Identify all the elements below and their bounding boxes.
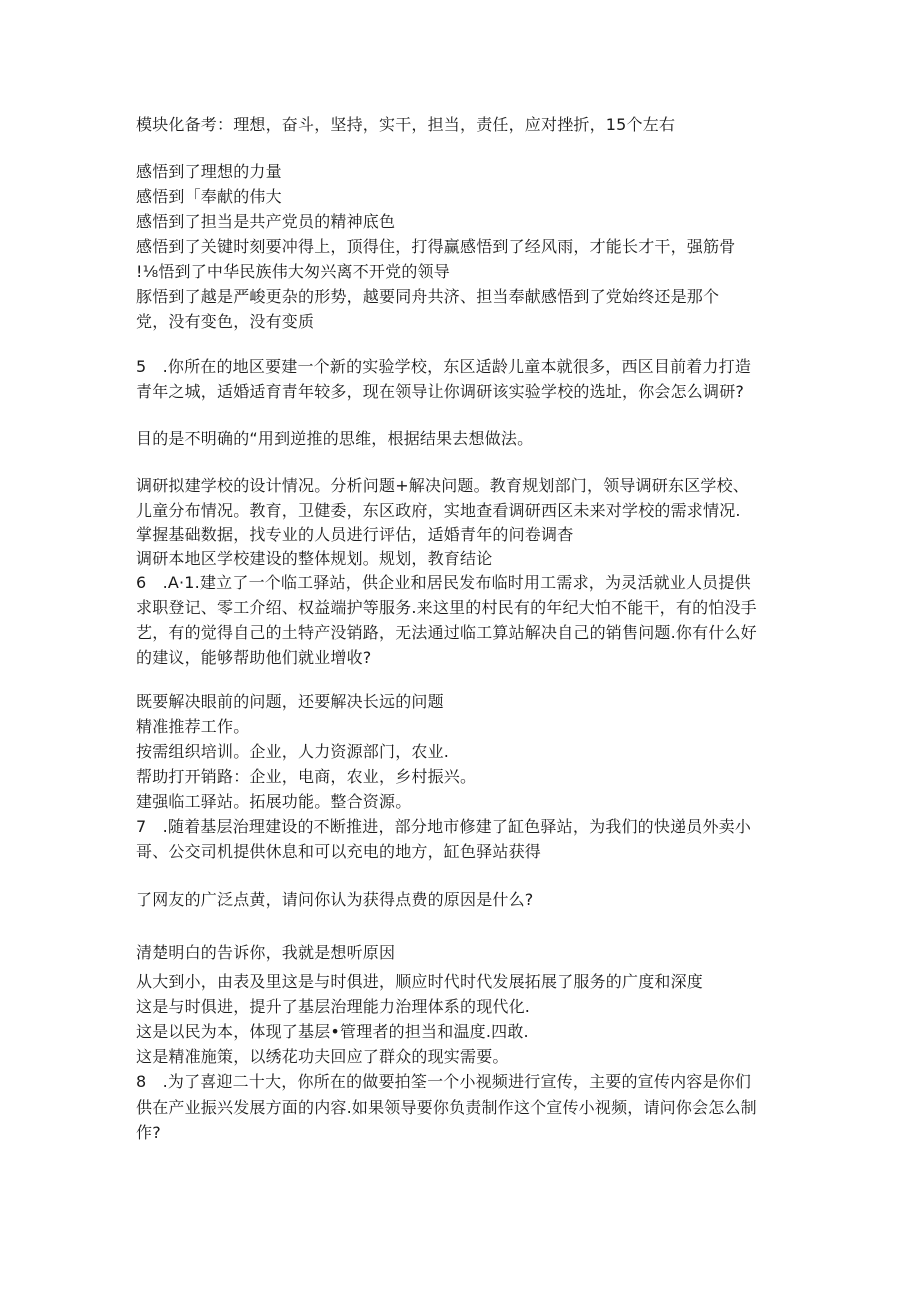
q5-answer-line: 调研本地区学校建设的整体规划。规划，教育结论 (136, 549, 493, 568)
q7-answer-line: 这是精准施策，以绣花功夫回应了群众的现实需要。 (136, 1047, 509, 1066)
q6-question-line: 艺，有的觉得自己的土特产没销路，无法通过临工算站解决自己的销售问题.你有什么好 (136, 623, 757, 642)
q5-note: 目的是不明确的“用到逆推的思维，根据结果去想做法。 (136, 429, 534, 448)
q7-answer-line: 这是以民为本，体现了基层•管理者的担当和温度.四敢. (136, 1022, 529, 1041)
awareness-line: 感悟到了理想的力量 (136, 162, 282, 181)
q6-answer-line: 建强临工驿站。拓展功能。整合资源。 (136, 792, 412, 811)
awareness-line: 感悟到了关键时刻要冲得上，顶得住，打得赢感悟到了经风雨，才能长才干，强筋骨 (136, 237, 736, 256)
awareness-line: 感悟到「奉献的伟大 (136, 187, 282, 206)
q7-answer-line: 这是与时俱进，提升了基层治理能力治理体系的现代化. (136, 997, 531, 1016)
awareness-line: 豚悟到了越是严峻更杂的形势，越要同舟共济、担当奉献感悟到了党始终还是那个 (136, 287, 720, 306)
q6-question-line: 求职登记、零工介绍、权益端护等服务.来这里的村民有的年纪大怕不能干，有的怕没手 (136, 598, 757, 617)
q5-answer-line: 调研拟建学校的设计情况。分析问题+解决问题。教育规划部门，领导调研东区学校、 (136, 476, 750, 495)
q6-answer-line: 按需组织培训。企业，人力资源部门，农业. (136, 742, 450, 761)
q7-answer-line: 从大到小，由表及里这是与时俱进，顺应时代时代发展拓展了服务的广度和深度 (136, 972, 704, 991)
awareness-line: 感悟到了担当是共产党员的精神底色 (136, 212, 396, 231)
q6-answer-line: 帮助打开销路：企业，电商，农业，乡村振兴。 (136, 767, 477, 786)
q7-answer-line: 清楚明白的告诉你，我就是想听原因 (136, 943, 396, 962)
q7-question-line: 7 .随着基层治理建设的不断推进，部分地市修建了缸色驿站，为我们的快递员外卖小 (136, 817, 752, 836)
q5-answer-line: 掌握基础数据，找专业的人员进行评估，适婚青年的问卷调杳 (136, 525, 574, 544)
module-header: 模块化备考：理想，奋斗，坚持，实干，担当，责任，应对挫折，15个左右 (136, 115, 676, 134)
q8-question-line: 作? (136, 1123, 161, 1142)
awareness-line: !⅛悟到了中华民族伟大匆兴离不开党的领导 (136, 262, 450, 281)
q5-question-line: 5 .你所在的地区要建一个新的实验学校，东区适龄儿童本就很多，西区目前着力打造 (136, 357, 752, 376)
q6-answer-line: 既要解决眼前的问题，还要解决长远的问题 (136, 692, 444, 711)
awareness-line: 党，没有变色，没有变质 (136, 312, 315, 331)
q6-answer-line: 精准推荐工作。 (136, 717, 250, 736)
q6-question-line: 6 .A·1.建立了一个临工驿站，供企业和居民发布临时用工需求，为灵活就业人员提供 (136, 573, 751, 592)
q8-question-line: 供在产业振兴发展方面的内容.如果领导要你负责制作这个宣传小视频，请问你会怎么制 (136, 1098, 757, 1117)
q5-answer-line: 儿童分布情况。教育，卫健委，东区政府，实地查看调研西区未来对学校的需求情况. (136, 501, 741, 520)
q8-question-line: 8 .为了喜迎二十大，你所在的做要拍筌一个小视频进行宣传，主要的宣传内容是你们 (136, 1072, 752, 1091)
q5-question-line: 青年之城，适婚适育青年较多，现在领导让你调研该实验学校的选址，你会怎么调研? (136, 382, 745, 401)
q6-question-line: 的建议，能够帮助他们就业增收? (136, 648, 372, 667)
q7-continuation: 了网友的广泛点黄，请问你认为获得点费的原因是什么? (136, 890, 534, 909)
q7-question-line: 哥、公交司机提供休息和可以充电的地方，缸色驿站获得 (136, 842, 542, 861)
